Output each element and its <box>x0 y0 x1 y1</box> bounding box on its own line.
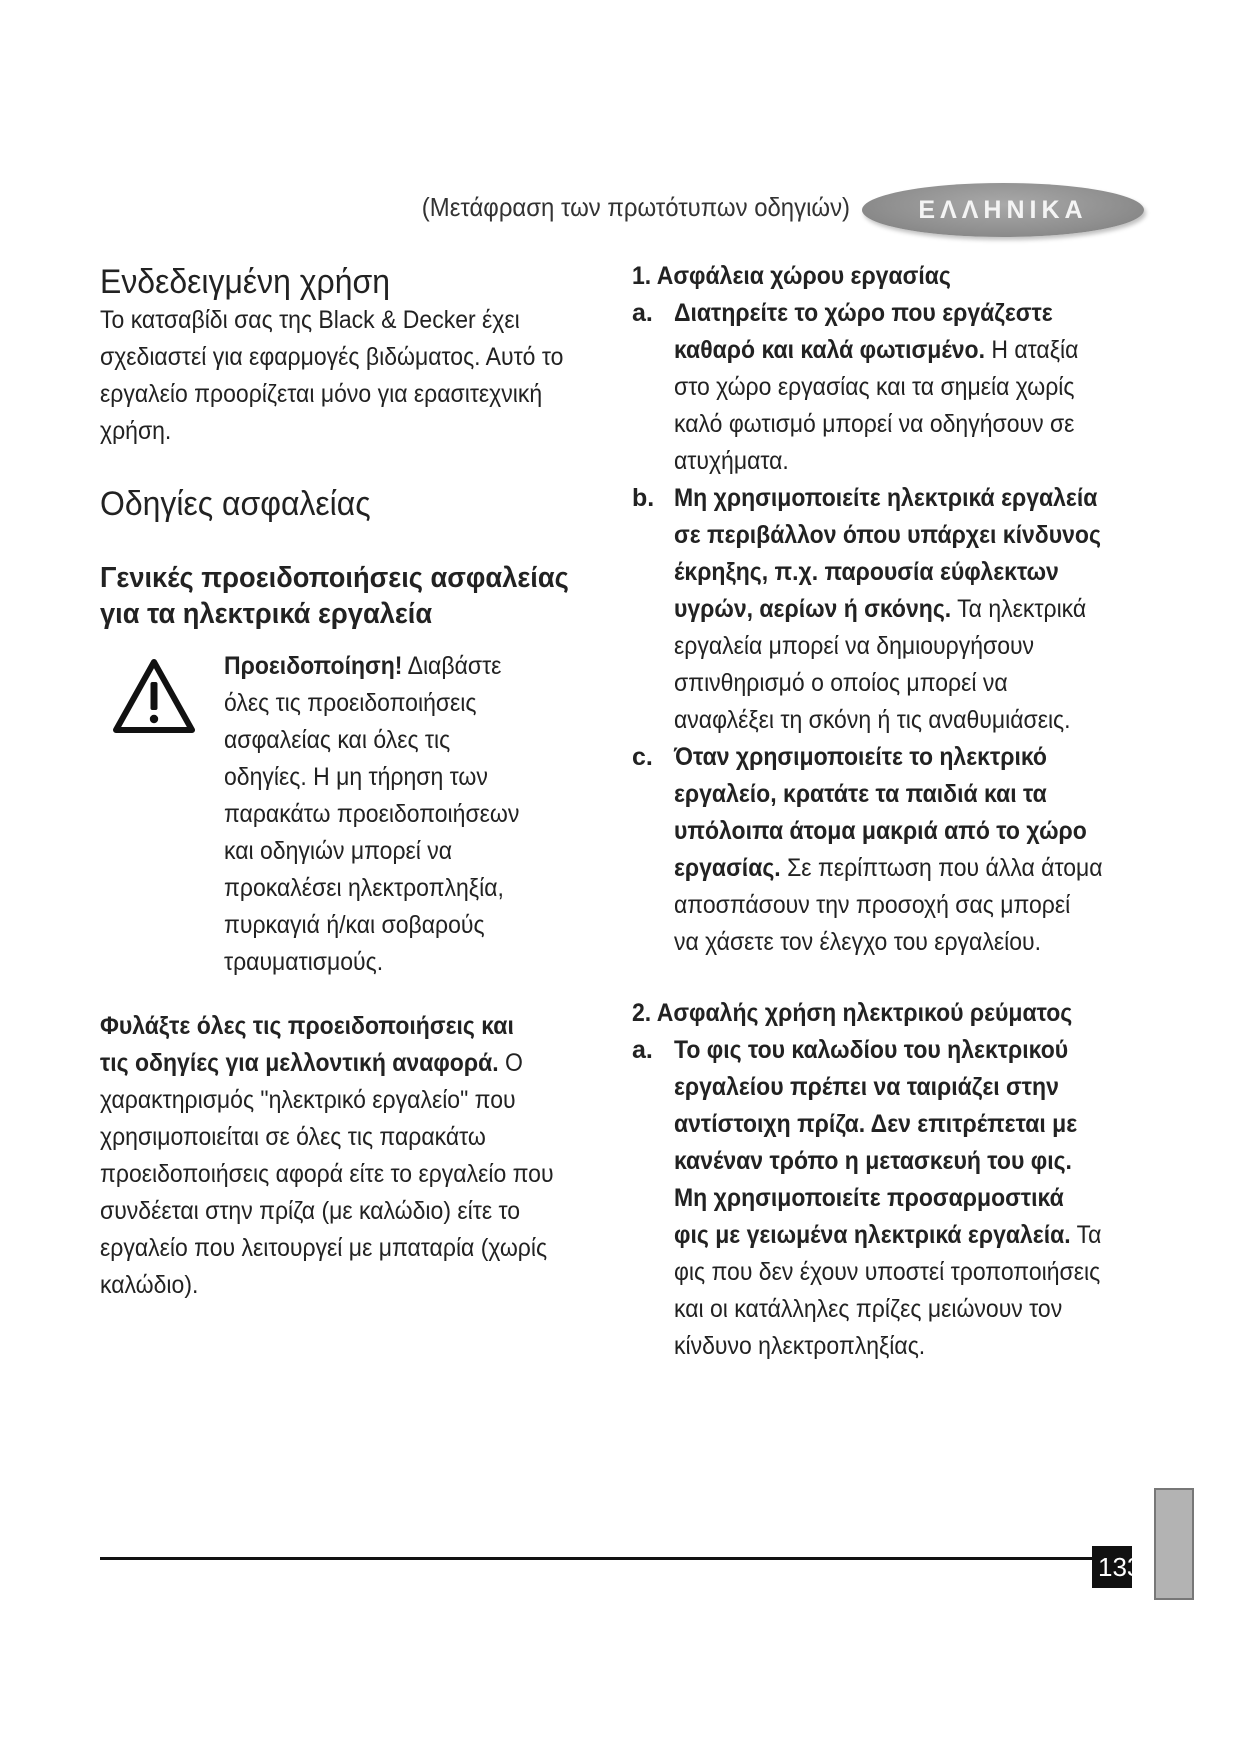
item-letter: b. <box>632 484 655 512</box>
intended-use-heading: Ενδεδειγμένη χρήση <box>100 263 390 301</box>
text-run: Τα ηλεκτρικά <box>951 595 1087 623</box>
section-2-heading: 2. Ασφαλής χρήση ηλεκτρικού ρεύματος <box>632 999 1073 1027</box>
heading-line: για τα ηλεκτρικά εργαλεία <box>100 598 433 630</box>
item-letter: a. <box>632 1036 653 1064</box>
text-line: υπόλοιπα άτομα μακριά από το χώρο <box>674 817 1087 845</box>
text-run: τις οδηγίες για μελλοντική αναφορά. <box>100 1049 499 1077</box>
text-line: εργαλείο που λειτουργεί με μπαταρία (χωρίς <box>100 1234 548 1262</box>
text-line: παρακάτω προειδοποιήσεων <box>224 800 520 828</box>
text-line: εργαλεία μπορεί να δημιουργήσουν <box>674 632 1035 660</box>
text-line: Διατηρείτε το χώρο που εργάζεστε <box>674 299 1053 327</box>
text-run: καθαρό και καλά φωτισμένο. <box>674 336 985 364</box>
item-1a <box>632 295 1152 480</box>
text-line <box>674 591 1114 628</box>
text-line: Το φις του καλωδίου του ηλεκτρικού <box>674 1036 1069 1064</box>
text-run: Ο <box>498 1049 523 1077</box>
text-line: φις που δεν έχουν υποστεί τροποποιήσεις <box>674 1258 1101 1286</box>
text-line: αποσπάσουν την προσοχή σας μπορεί <box>674 891 1071 919</box>
item-1b <box>632 480 1152 739</box>
text-line: χαρακτηρισμός "ηλεκτρικό εργαλείο" που <box>100 1086 516 1114</box>
text-line: καλό φωτισμό μπορεί να οδηγήσουν σε <box>674 410 1075 438</box>
section-1-heading: 1. Ασφάλεια χώρου εργασίας <box>632 262 951 290</box>
item-1c <box>632 739 1152 961</box>
text-line: Μη χρησιμοποιείτε ηλεκτρικά εργαλεία <box>674 484 1098 512</box>
item-letter: c. <box>632 743 653 771</box>
warning-triangle-icon <box>112 658 196 734</box>
text-run: Σε περίπτωση που άλλα άτομα <box>780 854 1103 882</box>
text-line: αντίστοιχη πρίζα. Δεν επιτρέπεται με <box>674 1110 1078 1138</box>
text-line <box>674 850 1114 887</box>
text-line: κανέναν τρόπο η μετασκευή του φις. <box>674 1147 1072 1175</box>
text-run: Τα <box>1070 1221 1102 1249</box>
keep-instructions-paragraph <box>100 1008 620 1304</box>
left-column <box>100 262 620 1304</box>
text-line: χρήση. <box>100 417 172 445</box>
text-line: χρησιμοποιείται σε όλες τις παρακάτω <box>100 1123 486 1151</box>
text-line <box>674 332 1114 369</box>
text-line: αναφλέξει τη σκόνη ή τις αναθυμιάσεις. <box>674 706 1071 734</box>
text-line: εργαλείο, κρατάτε τα παιδιά και τα <box>674 780 1047 808</box>
side-tab-marker <box>1154 1488 1194 1600</box>
text-line: να χάσετε τον έλεγχο του εργαλείου. <box>674 928 1041 956</box>
text-run: φις με γειωμένα ηλεκτρικά εργαλεία. <box>674 1221 1071 1249</box>
text-line <box>224 648 519 685</box>
intended-use-text <box>100 302 620 450</box>
text-line: και οι κατάλληλες πρίζες μειώνουν τον <box>674 1295 1063 1323</box>
text-line: στο χώρο εργασίας και τα σημεία χωρίς <box>674 373 1075 401</box>
item-2a <box>632 1032 1152 1365</box>
text-run: Η αταξία <box>984 336 1079 364</box>
language-badge <box>862 183 1144 237</box>
text-line: συνδέεται στην πρίζα (με καλώδιο) είτε το <box>100 1197 521 1225</box>
language-badge-label: ΕΛΛΗΝΙΚΑ <box>918 195 1088 224</box>
text-line: Όταν χρησιμοποιείτε το ηλεκτρικό <box>674 743 1047 771</box>
text-line: οδηγίες. Η μη τήρηση των <box>224 763 488 791</box>
text-run: εργασίας. <box>674 854 781 882</box>
text-line: τραυματισμούς. <box>224 948 384 976</box>
text-line <box>100 1045 578 1082</box>
translation-note: (Μετάφραση των πρωτότυπων οδηγιών) <box>421 192 850 222</box>
safety-heading: Οδηγίες ασφαλείας <box>100 485 371 523</box>
text-run: υγρών, αερίων ή σκόνης. <box>674 595 952 623</box>
page-number: 133 <box>1092 1546 1132 1588</box>
text-line: σε περιβάλλον όπου υπάρχει κίνδυνος <box>674 521 1101 549</box>
text-line: προκαλέσει ηλεκτροπληξία, <box>224 874 504 902</box>
footer-rule <box>100 1557 1132 1560</box>
text-line: ασφαλείας και όλες τις <box>224 726 451 754</box>
item-letter: a. <box>632 299 653 327</box>
text-line: σχεδιαστεί για εφαρμογές βιδώματος. Αυτό το <box>100 343 564 371</box>
warning-label: Προειδοποίηση! <box>224 652 403 680</box>
text-line: και οδηγιών μπορεί να <box>224 837 453 865</box>
text-line: καλώδιο). <box>100 1271 199 1299</box>
text-line <box>674 1217 1114 1254</box>
text-run: Διαβάστε <box>402 652 502 680</box>
text-line: προειδοποιήσεις αφορά είτε το εργαλείο που <box>100 1160 554 1188</box>
text-line: Μη χρησιμοποιείτε προσαρμοστικά <box>674 1184 1064 1212</box>
text-line: ατυχήματα. <box>674 447 789 475</box>
text-line: Το κατσαβίδι σας της Black & Decker έχει <box>100 306 520 334</box>
text-line: όλες τις προειδοποιήσεις <box>224 689 477 717</box>
text-line: πυρκαγιά ή/και σοβαρούς <box>224 911 485 939</box>
text-line: έκρηξης, π.χ. παρουσία εύφλεκτων <box>674 558 1059 586</box>
right-column <box>632 258 1152 1365</box>
heading-line: Γενικές προειδοποιήσεις ασφαλείας <box>100 562 569 594</box>
general-warnings-heading <box>100 560 620 632</box>
text-line: σπινθηρισμό ο οποίος μπορεί να <box>674 669 1008 697</box>
text-line: Φυλάξτε όλες τις προειδοποιήσεις και <box>100 1012 514 1040</box>
text-line: εργαλείο προορίζεται μόνο για ερασιτεχνική <box>100 380 543 408</box>
text-line: κίνδυνο ηλεκτροπληξίας. <box>674 1332 926 1360</box>
text-line: εργαλείου πρέπει να ταιριάζει στην <box>674 1073 1059 1101</box>
warning-block <box>100 648 620 984</box>
warning-text <box>224 648 545 981</box>
